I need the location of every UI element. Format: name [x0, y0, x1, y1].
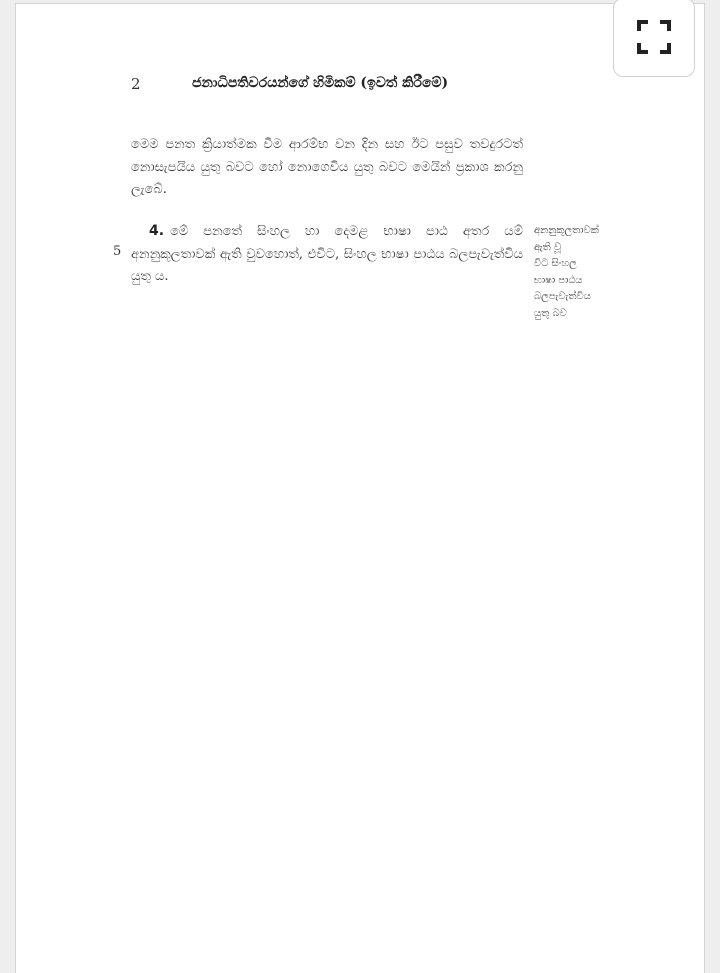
- document-page: [15, 3, 705, 973]
- page-title: ජනාධිපතිවරයන්ගේ හිමිකම් (ඉවත් කිරීමේ): [192, 75, 449, 91]
- margin-note-line: යුතු බව: [534, 307, 567, 319]
- margin-note-line: ඇති වූ: [534, 241, 562, 253]
- margin-note: [534, 223, 626, 322]
- expand-icon: [637, 20, 671, 54]
- fullscreen-button[interactable]: [613, 0, 695, 77]
- line-number: 5: [113, 244, 122, 259]
- margin-note-line: බලපැවැත්විය: [534, 291, 591, 302]
- page-number: 2: [131, 75, 141, 93]
- intro-paragraph: මෙම පනත ක්‍රියාත්මක වීම ආරම්භ වන දින සහ ඊට පසුව තවදුරටත් නොසැපයිය යුතු බවට හෝ නොගෙවිය යුතු බවට මෙයින් ප්‍රකාශ කරනු ලැබේ.: [131, 137, 523, 197]
- margin-note-line: අනනුකූලතාවක්: [534, 225, 599, 236]
- margin-note-line: විට සිංහල: [534, 258, 577, 269]
- section-4-paragraph: [131, 220, 523, 289]
- section-4-text: මේ පනතේ සිංහල හා දෙමළ භාෂා පාඨ අතර යම් අනනුකූලතාවක් ඇති වුවහොත්, එවිට, සිංහල භාෂා පාඨය බලපැවැත්විය යුතු ය.: [131, 224, 523, 284]
- margin-note-line: භාෂා පාඨය: [534, 274, 583, 286]
- section-number: 4.: [149, 223, 165, 239]
